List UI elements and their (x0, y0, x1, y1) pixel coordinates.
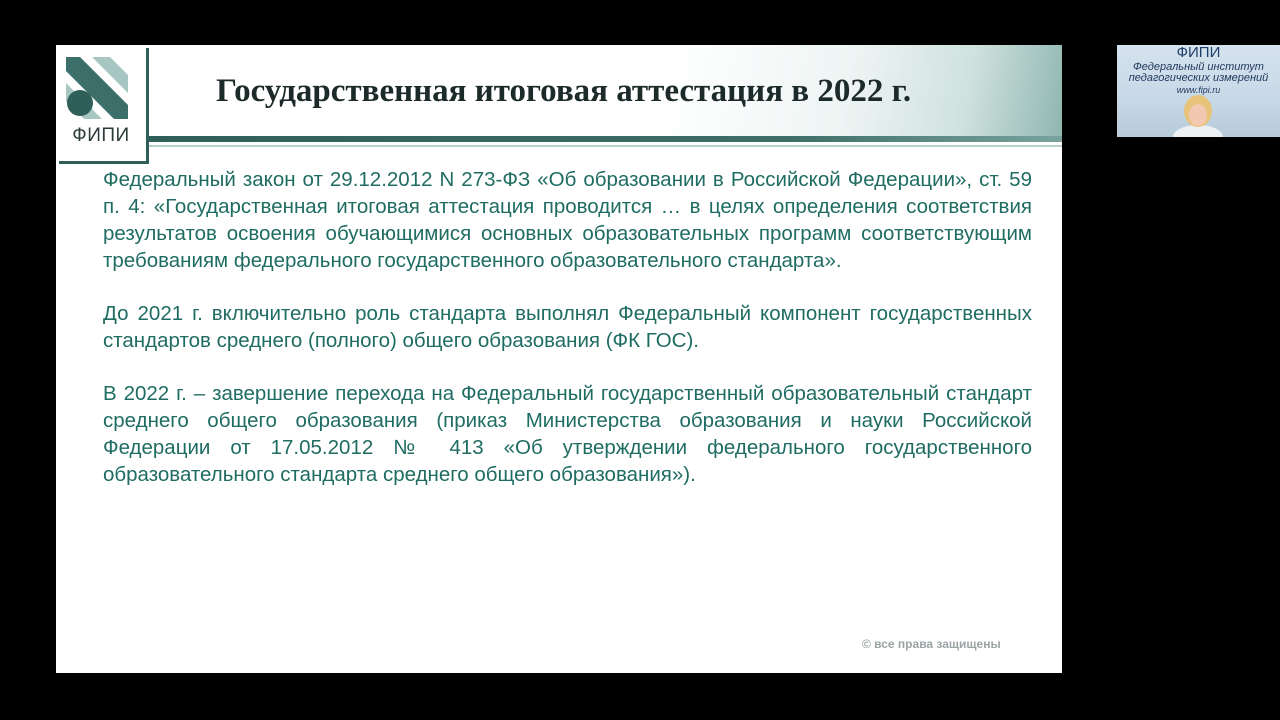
slide-content (103, 166, 1032, 514)
paragraph-law: Федеральный закон от 29.12.2012 N 273-ФЗ «Об образовании в Российской Федерации», ст. 59 п. 4: «Государственная итоговая аттестация проводится … в целях определения соответствия результатов освоения обучающимися основных образовательных программ соответствующим требованиям федерального государственного образовательного стандарта». (103, 168, 1032, 272)
webcam-org-line2: педагогических измерений (1128, 72, 1269, 84)
copyright-notice: © все права защищены (862, 637, 1001, 651)
webcam-org-name: ФИПИ (1176, 45, 1221, 61)
logo-text: ФИПИ (72, 125, 130, 146)
webcam-url: www.fipi.ru (1176, 85, 1221, 95)
webcam-org-line1: Федеральный институт (1133, 61, 1264, 73)
presentation-slide (56, 45, 1062, 673)
header-divider (146, 136, 1062, 142)
presenter-webcam[interactable] (1117, 45, 1280, 137)
fipi-logo-icon (66, 57, 128, 119)
fipi-logo (56, 45, 146, 161)
presenter-video-icon (1173, 93, 1223, 137)
header-divider-thin (146, 145, 1062, 147)
paragraph-fgos: В 2022 г. – завершение перехода на Федеральный государственный образовательный стандарт среднего общего образования (приказ Министерства образования и науки Российской Федерации от 17.05.2012 № 413 «Об утверждении федерального государственного образовательного стандарта среднего общего образования»). (103, 382, 1032, 486)
paragraph-fk-gos: До 2021 г. включительно роль стандарта выполнял Федеральный компонент государственных стандартов среднего (полного) общего образования (ФК ГОС). (103, 302, 1032, 352)
slide-title: Государственная итоговая аттестация в 2022 г. (216, 73, 912, 109)
